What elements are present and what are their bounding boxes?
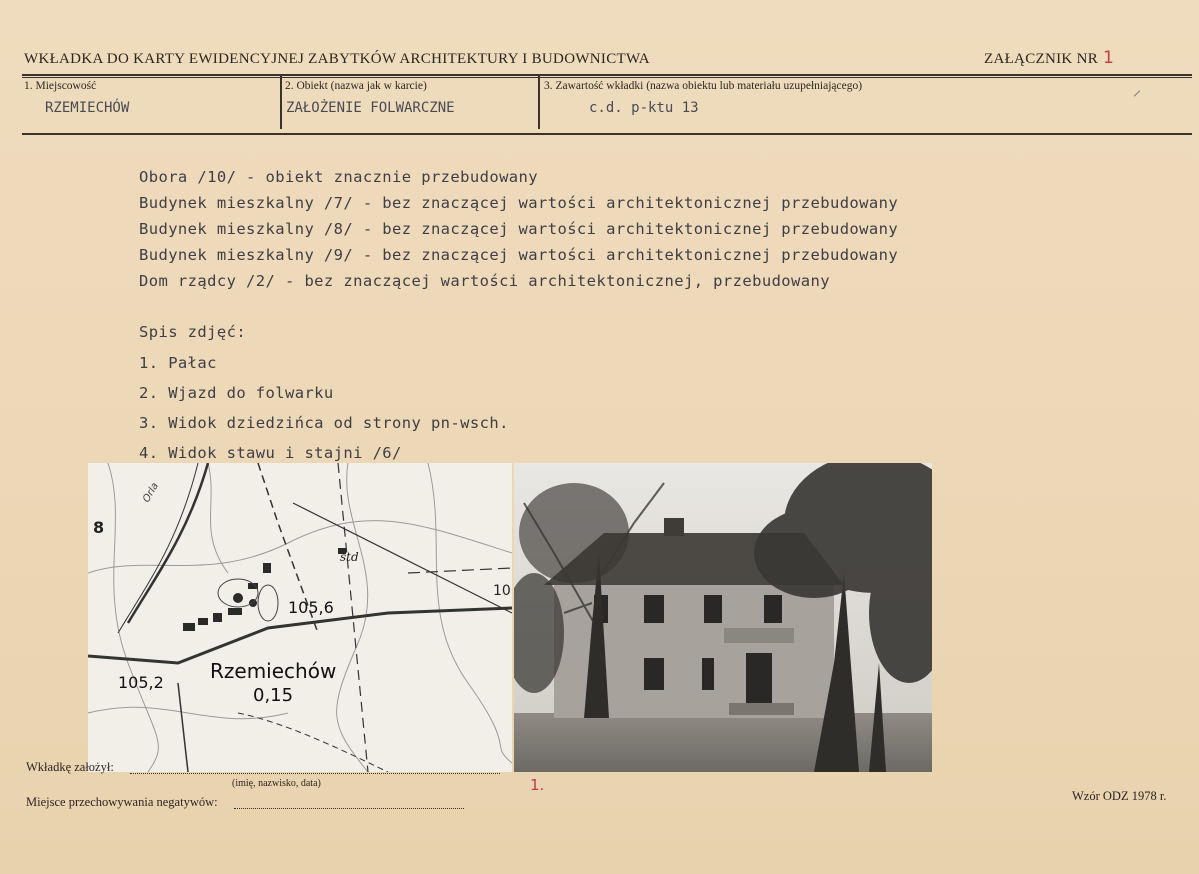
- field-divider-1: [280, 76, 282, 129]
- photo-list-item-2: 2. Wjazd do folwarku: [139, 384, 334, 402]
- map-edge-10: 10: [493, 583, 511, 599]
- locality-value: RZEMIECHÓW: [45, 100, 130, 116]
- photo-list-item-3: 3. Widok dziedzińca od strony pn-wsch.: [139, 414, 509, 432]
- photo-list-heading: Spis zdjęć:: [139, 323, 247, 341]
- body-line-1: Obora /10/ - obiekt znacznie przebudowany: [139, 168, 539, 186]
- negatives-label: Miejsce przechowywania negatywów:: [26, 795, 218, 809]
- insert-by-line: [130, 773, 500, 774]
- body-line-2: Budynek mieszkalny /7/ - bez znaczącej wartości architektonicznej przebudowany: [139, 194, 899, 212]
- manor-drawing: [514, 463, 932, 772]
- header-rule-top-2: [22, 77, 1192, 78]
- name-hint: (imię, nazwisko, data): [232, 778, 321, 789]
- template-label: Wzór ODZ 1978 r.: [1072, 789, 1167, 803]
- insert-by-label: Wkładkę założył:: [26, 760, 114, 774]
- header-rule-top: [22, 74, 1192, 76]
- contents-label: 3. Zawartość wkładki (nazwa obiektu lub materiału uzupełniającego): [544, 80, 863, 92]
- attachment-label: ZAŁĄCZNIK NR: [984, 51, 1099, 67]
- field-divider-2: [538, 76, 540, 129]
- map-label-orla: Orla: [141, 480, 162, 505]
- pencil-mark: [1134, 90, 1140, 96]
- negatives-line: [234, 808, 464, 809]
- photo-number: 1.: [530, 776, 545, 794]
- map-photo: [88, 463, 512, 772]
- map-place-name: Rzemiechów: [210, 659, 337, 683]
- map-place-value: 0,15: [253, 685, 294, 706]
- object-value: ZAŁOŻENIE FOLWARCZNE: [286, 100, 455, 116]
- map-drawing: [88, 463, 512, 772]
- photo-list-item-4: 4. Widok stawu i stajni /6/: [139, 444, 402, 462]
- locality-label: 1. Miejscowość: [24, 80, 97, 92]
- header-rule-bottom: [22, 133, 1192, 135]
- map-label-std: std: [340, 550, 359, 564]
- map-elev-2: 105,2: [118, 673, 164, 692]
- object-label: 2. Obiekt (nazwa jak w karcie): [285, 80, 427, 92]
- map-elev-1: 105,6: [288, 598, 334, 617]
- photo-list-item-1: 1. Pałac: [139, 354, 217, 372]
- body-line-4: Budynek mieszkalny /9/ - bez znaczącej wartości architektonicznej przebudowany: [139, 246, 899, 264]
- map-edge-8: 8: [93, 518, 105, 537]
- body-line-3: Budynek mieszkalny /8/ - bez znaczącej wartości architektonicznej przebudowany: [139, 220, 899, 238]
- card-title: WKŁADKA DO KARTY EWIDENCYJNEJ ZABYTKÓW ARCHITEKTURY I BUDOWNICTWA: [24, 51, 650, 67]
- attachment-number: 1: [1103, 48, 1114, 68]
- manor-photo: [514, 463, 932, 772]
- contents-value: c.d. p-ktu 13: [589, 100, 699, 116]
- body-line-5: Dom rządcy /2/ - bez znaczącej wartości architektonicznej, przebudowany: [139, 272, 830, 290]
